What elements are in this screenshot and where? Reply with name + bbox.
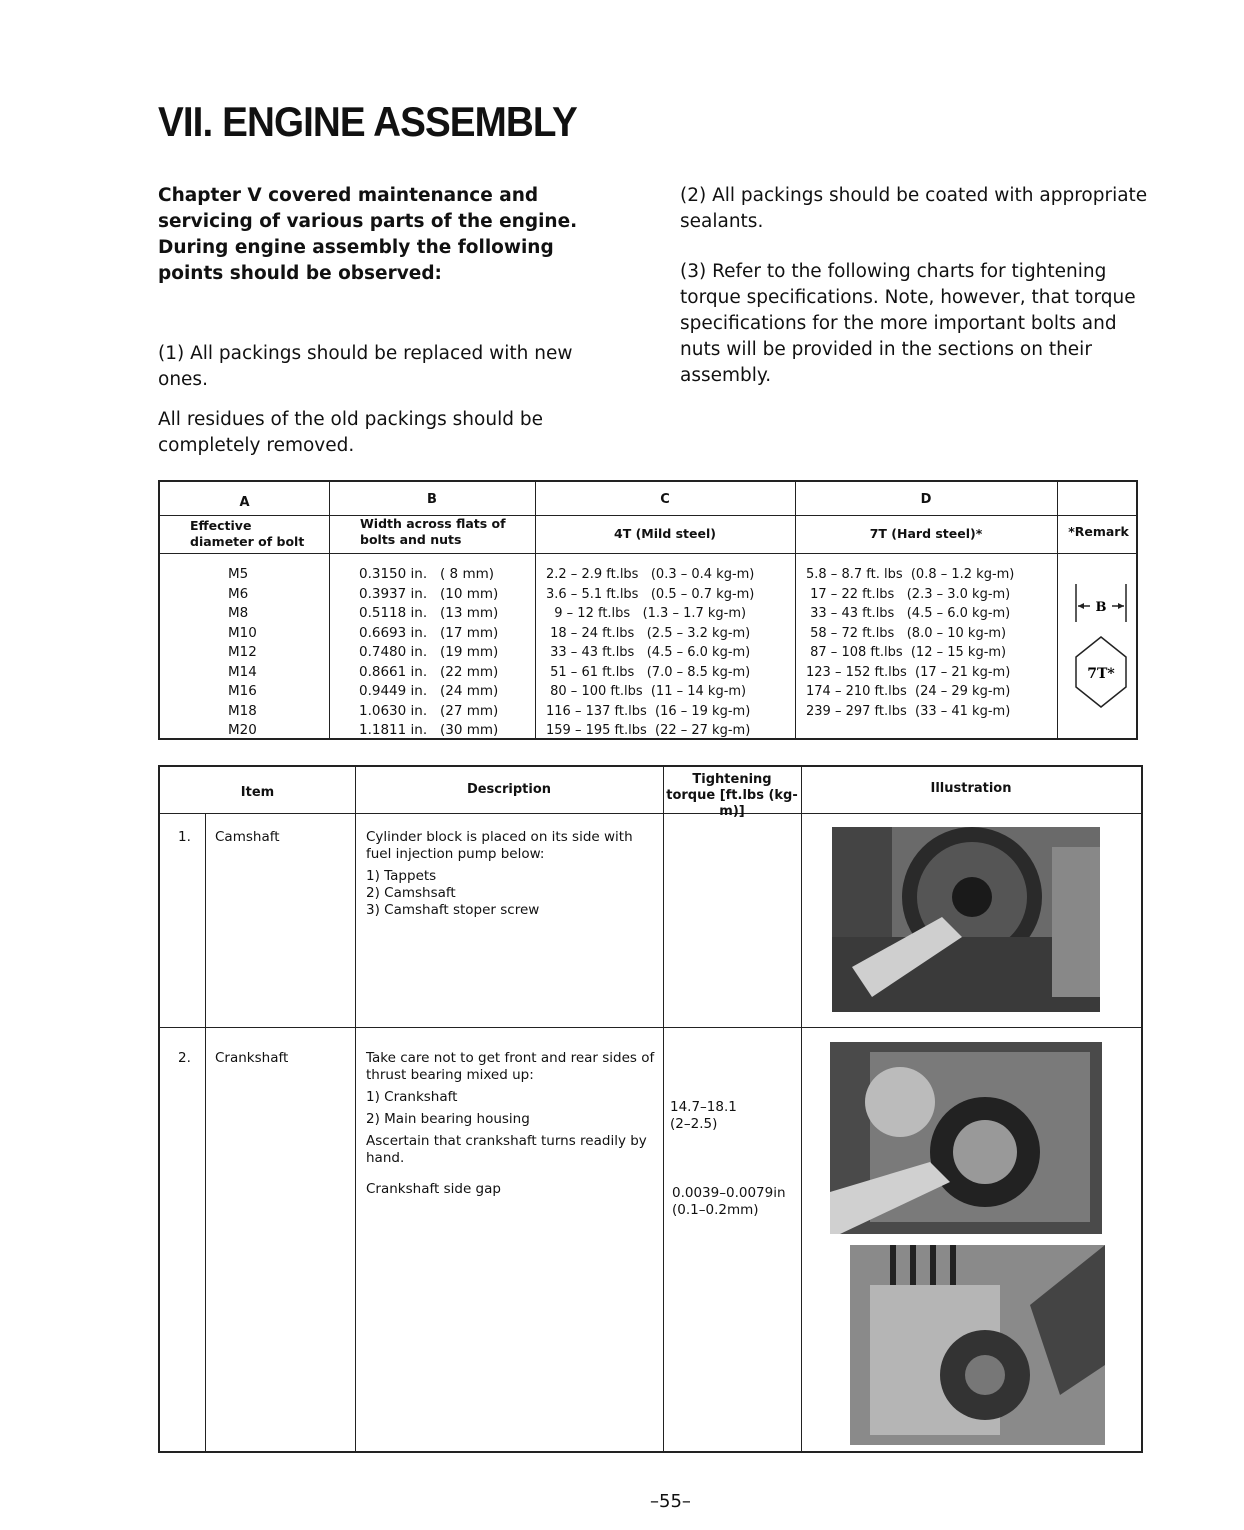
header-diameter: Effective diameter of bolt — [190, 518, 305, 549]
table-cell: 0.6693 in. (17 mm) — [359, 624, 499, 641]
intro-paragraph: Chapter V covered maintenance and servicing of various parts of the engine. During engine assembly the following points should be observed: — [158, 185, 578, 284]
intro-paragraph: (3) Refer to the following charts for tightening torque specifications. Note, however, that torque specifications for the more important bolts and nuts will be provided in the sections on their assembly. — [680, 261, 1136, 386]
col-b-values — [359, 565, 498, 741]
table-cell: 0.5118 in. (13 mm) — [359, 605, 499, 621]
table-cell: 0.9449 in. (24 mm) — [359, 683, 499, 699]
header-torque: Tightening torque [ft.lbs (kg-m)] — [666, 772, 798, 819]
row-item: Camshaft — [215, 829, 280, 845]
table-cell: M16 — [228, 683, 257, 699]
table-cell: 9 – 12 ft.lbs (1.3 – 1.7 kg-m) — [546, 606, 747, 621]
assembly-table — [158, 765, 1143, 1453]
column-letter-c: C — [660, 492, 670, 507]
col-a-values — [228, 565, 257, 741]
table-cell: 2.2 – 2.9 ft.lbs (0.3 – 0.4 kg-m) — [546, 567, 755, 582]
row-torque — [670, 1099, 737, 1133]
table-cell: 159 – 195 ft.lbs (22 – 27 kg-m) — [546, 723, 751, 738]
table-cell: M14 — [228, 663, 257, 680]
table-cell: 1.1811 in. (30 mm) — [359, 722, 499, 738]
column-letter-d: D — [920, 492, 932, 507]
bolt-head-remark-icon — [1070, 582, 1132, 712]
step-item: 2) Camshsaft — [366, 885, 456, 901]
table-cell: 51 – 61 ft.lbs (7.0 – 8.5 kg-m) — [546, 664, 751, 680]
crankshaft-photo-2 — [850, 1245, 1105, 1445]
header-description: Description — [466, 782, 552, 797]
table-cell: 0.7480 in. (19 mm) — [359, 644, 499, 660]
table-cell: M18 — [228, 702, 257, 719]
row-side-gap — [672, 1185, 786, 1219]
camshaft-photo — [832, 827, 1100, 1012]
intro-paragraph: (1) All packings should be replaced with new ones. — [158, 343, 573, 390]
step-item: 1) Crankshaft — [366, 1089, 458, 1105]
table-cell: M8 — [228, 605, 249, 621]
table-cell: 5.8 – 8.7 ft. lbs (0.8 – 1.2 kg-m) — [806, 567, 1015, 582]
table-cell: M6 — [228, 585, 249, 602]
intro-paragraph: All residues of the old packings should be completely removed. — [158, 409, 543, 456]
row-description — [366, 829, 656, 919]
intro-left — [158, 183, 620, 459]
description-text: Ascertain that crankshaft turns readily by hand. — [366, 1133, 647, 1166]
column-letter-b: B — [427, 492, 437, 507]
table-cell: 174 – 210 ft.lbs (24 – 29 kg-m) — [806, 684, 1011, 699]
torque-value: 14.7–18.1 — [670, 1099, 737, 1115]
intro-right — [680, 183, 1150, 389]
torque-value-metric: (2–2.5) — [670, 1116, 718, 1132]
remark-7t-label: 7T* — [1087, 666, 1115, 682]
gap-value: 0.0039–0.0079in — [672, 1185, 786, 1201]
table-cell: 1.0630 in. (27 mm) — [359, 702, 499, 719]
header-item: Item — [240, 785, 275, 800]
header-7t: 7T (Hard steel)* — [869, 526, 983, 541]
page-number: –55– — [650, 1491, 691, 1512]
page-title: VII. ENGINE ASSEMBLY — [158, 98, 577, 145]
row-item: Crankshaft — [215, 1050, 289, 1066]
step-item: 1) Tappets — [366, 868, 437, 884]
description-text: Take care not to get front and rear sides of thrust bearing mixed up: — [366, 1050, 655, 1083]
table-cell: 0.3937 in. (10 mm) — [359, 585, 499, 602]
gap-value-metric: (0.1–0.2mm) — [672, 1202, 759, 1218]
step-item: 2) Main bearing housing — [366, 1111, 530, 1127]
col-c-values — [546, 565, 754, 741]
header-illustration: Illustration — [930, 781, 1012, 796]
header-remark: *Remark — [1068, 524, 1129, 539]
table-cell: M20 — [228, 722, 257, 738]
table-cell: 87 – 108 ft.lbs (12 – 15 kg-m) — [806, 645, 1007, 660]
table-cell: 0.8661 in. (22 mm) — [359, 663, 499, 680]
row-description — [366, 1050, 656, 1203]
row-number: 2. — [178, 1050, 191, 1066]
table-cell: 80 – 100 ft.lbs (11 – 14 kg-m) — [546, 684, 747, 699]
step-item: 3) Camshaft stoper screw — [366, 902, 540, 918]
table-cell: 0.3150 in. ( 8 mm) — [359, 566, 495, 582]
table-cell: M5 — [228, 566, 249, 582]
bolt-torque-table — [158, 480, 1138, 740]
row-number: 1. — [178, 829, 191, 845]
column-letter-a: A — [239, 495, 250, 510]
header-width-flats: Width across flats of bolts and nuts — [360, 516, 506, 547]
description-text: Crankshaft side gap — [366, 1181, 501, 1197]
crankshaft-photo-1 — [830, 1042, 1102, 1234]
remark-b-label: B — [1095, 600, 1107, 615]
table-cell: 123 – 152 ft.lbs (17 – 21 kg-m) — [806, 664, 1011, 680]
table-cell: 33 – 43 ft.lbs (4.5 – 6.0 kg-m) — [546, 645, 751, 660]
description-text: Cylinder block is placed on its side with fuel injection pump below: — [366, 829, 633, 862]
table-cell: M10 — [228, 624, 257, 641]
table-cell: 116 – 137 ft.lbs (16 – 19 kg-m) — [546, 703, 751, 719]
header-4t: 4T (Mild steel) — [614, 526, 716, 541]
table-cell: 3.6 – 5.1 ft.lbs (0.5 – 0.7 kg-m) — [546, 586, 755, 602]
table-cell: M12 — [228, 644, 257, 660]
intro-paragraph: (2) All packings should be coated with appropriate sealants. — [680, 185, 1148, 232]
table-cell: 239 – 297 ft.lbs (33 – 41 kg-m) — [806, 703, 1011, 719]
table-cell: 18 – 24 ft.lbs (2.5 – 3.2 kg-m) — [546, 625, 751, 641]
col-d-values — [806, 565, 1014, 721]
table-cell: 17 – 22 ft.lbs (2.3 – 3.0 kg-m) — [806, 586, 1011, 602]
table-cell: 33 – 43 ft.lbs (4.5 – 6.0 kg-m) — [806, 606, 1011, 621]
table-cell: 58 – 72 ft.lbs (8.0 – 10 kg-m) — [806, 625, 1007, 641]
